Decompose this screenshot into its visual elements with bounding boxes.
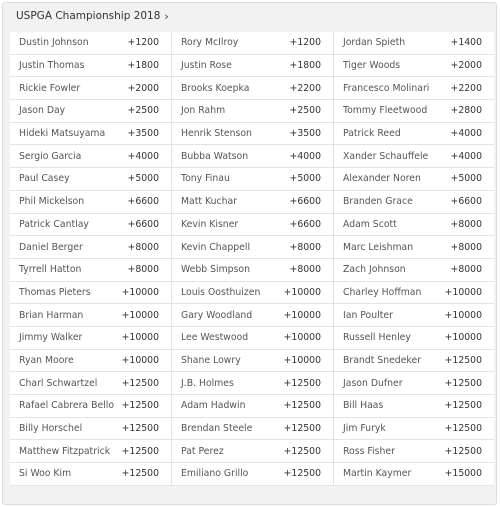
odds-value: +6600 xyxy=(127,196,159,208)
odds-value: +8000 xyxy=(289,241,321,253)
odds-value: +12500 xyxy=(121,377,159,389)
player-name: Emiliano Grillo xyxy=(181,468,249,480)
odds-value: +10000 xyxy=(121,354,159,366)
selection-cell[interactable] xyxy=(334,77,494,100)
market-title: USPGA Championship 2018 xyxy=(16,10,161,22)
player-name: Bill Haas xyxy=(343,400,384,412)
odds-value: +10000 xyxy=(121,309,159,321)
player-name: Russell Henley xyxy=(343,332,411,344)
selection-cell[interactable] xyxy=(172,350,334,373)
odds-value: +1800 xyxy=(289,60,321,72)
odds-value: +10000 xyxy=(283,332,321,344)
selection-cell[interactable] xyxy=(10,395,172,418)
player-name: Jon Rahm xyxy=(181,105,226,117)
odds-value: +4000 xyxy=(450,150,482,162)
selection-cell[interactable] xyxy=(172,168,334,191)
player-name: Patrick Reed xyxy=(343,128,401,140)
odds-value: +2200 xyxy=(289,82,321,94)
odds-value: +2000 xyxy=(450,60,482,72)
selection-cell[interactable] xyxy=(10,282,172,305)
selection-cell[interactable] xyxy=(334,327,494,350)
player-name: J.B. Holmes xyxy=(181,377,234,389)
player-name: Dustin Johnson xyxy=(19,37,89,49)
odds-value: +12500 xyxy=(444,423,482,435)
player-name: Sergio Garcia xyxy=(19,150,82,162)
player-name: Jordan Spieth xyxy=(343,37,406,49)
odds-value: +2500 xyxy=(127,105,159,117)
selection-cell[interactable] xyxy=(334,123,494,146)
odds-value: +12500 xyxy=(121,468,159,480)
selection-cell[interactable] xyxy=(10,327,172,350)
player-name: Lee Westwood xyxy=(181,332,249,344)
player-name: Shane Lowry xyxy=(181,354,241,366)
selection-cell[interactable] xyxy=(334,214,494,237)
selection-cell[interactable] xyxy=(10,440,172,463)
player-name: Rafael Cabrera Bello xyxy=(19,400,115,412)
selection-cell[interactable] xyxy=(10,418,172,441)
odds-value: +12500 xyxy=(444,377,482,389)
selection-cell[interactable] xyxy=(10,100,172,123)
player-name: Brian Harman xyxy=(19,309,84,321)
selection-cell[interactable] xyxy=(172,191,334,214)
player-name: Justin Rose xyxy=(181,60,232,72)
odds-value: +10000 xyxy=(444,332,482,344)
odds-value: +12500 xyxy=(283,377,321,389)
selection-cell[interactable] xyxy=(10,372,172,395)
selection-cell[interactable] xyxy=(10,259,172,282)
selection-cell[interactable] xyxy=(10,304,172,327)
player-name: Brendan Steele xyxy=(181,423,253,435)
odds-value: +8000 xyxy=(450,264,482,276)
odds-value: +10000 xyxy=(444,286,482,298)
selection-cell[interactable] xyxy=(172,259,334,282)
odds-value: +12500 xyxy=(283,423,321,435)
selection-cell[interactable] xyxy=(172,282,334,305)
selection-cell[interactable] xyxy=(172,55,334,78)
odds-value: +10000 xyxy=(283,354,321,366)
odds-value: +2000 xyxy=(127,82,159,94)
player-name: Francesco Molinari xyxy=(343,82,430,94)
player-name: Hideki Matsuyama xyxy=(19,128,106,140)
odds-value: +12500 xyxy=(283,468,321,480)
player-name: Ross Fisher xyxy=(343,445,395,457)
player-name: Zach Johnson xyxy=(343,264,406,276)
odds-panel xyxy=(2,2,497,505)
selection-cell[interactable] xyxy=(10,123,172,146)
player-name: Patrick Cantlay xyxy=(19,218,89,230)
odds-value: +1800 xyxy=(127,60,159,72)
player-name: Tyrrell Hatton xyxy=(19,264,82,276)
selection-cell[interactable] xyxy=(334,372,494,395)
player-name: Matthew Fitzpatrick xyxy=(19,445,111,457)
player-name: Tony Finau xyxy=(181,173,230,185)
odds-value: +5000 xyxy=(450,173,482,185)
selection-cell[interactable] xyxy=(334,418,494,441)
odds-value: +6600 xyxy=(289,218,321,230)
odds-value: +10000 xyxy=(283,286,321,298)
odds-value: +3500 xyxy=(127,128,159,140)
player-name: Si Woo Kim xyxy=(19,468,72,480)
player-name: Ian Poulter xyxy=(343,309,393,321)
selection-cell[interactable] xyxy=(10,168,172,191)
odds-value: +2200 xyxy=(450,82,482,94)
player-name: Justin Thomas xyxy=(19,60,85,72)
selection-cell[interactable] xyxy=(10,236,172,259)
odds-value: +12500 xyxy=(121,445,159,457)
player-name: Rory McIlroy xyxy=(181,37,239,49)
odds-value: +2500 xyxy=(289,105,321,117)
player-name: Rickie Fowler xyxy=(19,82,81,94)
odds-value: +8000 xyxy=(450,241,482,253)
selection-cell[interactable] xyxy=(334,350,494,373)
selection-cell[interactable] xyxy=(334,168,494,191)
selection-cell[interactable] xyxy=(334,145,494,168)
selection-cell[interactable] xyxy=(172,236,334,259)
player-name: Jimmy Walker xyxy=(19,332,83,344)
player-name: Thomas Pieters xyxy=(19,286,91,298)
odds-value: +1200 xyxy=(289,37,321,49)
odds-value: +12500 xyxy=(283,400,321,412)
selection-cell[interactable] xyxy=(172,304,334,327)
odds-grid xyxy=(10,32,494,486)
odds-value: +5000 xyxy=(127,173,159,185)
selection-cell[interactable] xyxy=(10,463,172,486)
player-name: Daniel Berger xyxy=(19,241,83,253)
player-name: Tiger Woods xyxy=(343,60,401,72)
player-name: Martin Kaymer xyxy=(343,468,412,480)
player-name: Tommy Fleetwood xyxy=(343,105,428,117)
player-name: Branden Grace xyxy=(343,196,413,208)
player-name: Brooks Koepka xyxy=(181,82,250,94)
selection-cell[interactable] xyxy=(334,282,494,305)
player-name: Charl Schwartzel xyxy=(19,377,98,389)
player-name: Kevin Kisner xyxy=(181,218,239,230)
selection-cell[interactable] xyxy=(10,191,172,214)
selection-cell[interactable] xyxy=(172,372,334,395)
selection-cell[interactable] xyxy=(334,259,494,282)
selection-cell[interactable] xyxy=(172,463,334,486)
selection-cell[interactable] xyxy=(172,418,334,441)
odds-value: +4000 xyxy=(450,128,482,140)
selection-cell[interactable] xyxy=(334,100,494,123)
player-name: Kevin Chappell xyxy=(181,241,251,253)
player-name: Adam Hadwin xyxy=(181,400,246,412)
odds-value: +1200 xyxy=(127,37,159,49)
player-name: Louis Oosthuizen xyxy=(181,286,261,298)
odds-value: +3500 xyxy=(289,128,321,140)
odds-value: +4000 xyxy=(127,150,159,162)
chevron-right-icon: › xyxy=(164,9,169,23)
odds-value: +12500 xyxy=(121,400,159,412)
selection-cell[interactable] xyxy=(334,463,494,486)
selection-cell[interactable] xyxy=(172,395,334,418)
selection-cell[interactable] xyxy=(334,395,494,418)
selection-cell[interactable] xyxy=(10,350,172,373)
player-name: Billy Horschel xyxy=(19,423,83,435)
odds-value: +6600 xyxy=(289,196,321,208)
odds-value: +12500 xyxy=(444,400,482,412)
selection-cell[interactable] xyxy=(10,77,172,100)
selection-cell[interactable] xyxy=(334,236,494,259)
selection-cell[interactable] xyxy=(172,100,334,123)
player-name: Xander Schauffele xyxy=(343,150,429,162)
player-name: Brandt Snedeker xyxy=(343,354,422,366)
selection-cell[interactable] xyxy=(334,32,494,55)
player-name: Jason Day xyxy=(19,105,66,117)
selection-cell[interactable] xyxy=(10,145,172,168)
odds-value: +8000 xyxy=(289,264,321,276)
odds-value: +8000 xyxy=(450,218,482,230)
selection-cell[interactable] xyxy=(172,77,334,100)
odds-value: +10000 xyxy=(444,309,482,321)
selection-cell[interactable] xyxy=(334,304,494,327)
selection-cell[interactable] xyxy=(172,440,334,463)
selection-cell[interactable] xyxy=(172,214,334,237)
player-name: Jim Furyk xyxy=(343,423,386,435)
player-name: Charley Hoffman xyxy=(343,286,422,298)
player-name: Jason Dufner xyxy=(343,377,403,389)
selection-cell[interactable] xyxy=(334,440,494,463)
selection-cell[interactable] xyxy=(10,214,172,237)
player-name: Ryan Moore xyxy=(19,354,74,366)
player-name: Matt Kuchar xyxy=(181,196,238,208)
selection-cell[interactable] xyxy=(172,32,334,55)
odds-value: +12500 xyxy=(283,445,321,457)
odds-value: +5000 xyxy=(289,173,321,185)
odds-value: +10000 xyxy=(121,332,159,344)
selection-cell[interactable] xyxy=(172,123,334,146)
odds-value: +10000 xyxy=(121,286,159,298)
player-name: Marc Leishman xyxy=(343,241,414,253)
odds-value: +4000 xyxy=(289,150,321,162)
selection-cell[interactable] xyxy=(334,191,494,214)
player-name: Phil Mickelson xyxy=(19,196,85,208)
player-name: Bubba Watson xyxy=(181,150,249,162)
player-name: Pat Perez xyxy=(181,445,224,457)
odds-value: +8000 xyxy=(127,241,159,253)
selection-cell[interactable] xyxy=(10,55,172,78)
odds-value: +12500 xyxy=(121,423,159,435)
player-name: Adam Scott xyxy=(343,218,397,230)
odds-value: +15000 xyxy=(444,468,482,480)
odds-value: +1400 xyxy=(450,37,482,49)
odds-value: +8000 xyxy=(127,264,159,276)
odds-value: +12500 xyxy=(444,445,482,457)
player-name: Paul Casey xyxy=(19,173,70,185)
odds-value: +6600 xyxy=(127,218,159,230)
player-name: Alexander Noren xyxy=(343,173,421,185)
odds-value: +2800 xyxy=(450,105,482,117)
selection-cell[interactable] xyxy=(172,145,334,168)
selection-cell[interactable] xyxy=(334,55,494,78)
selection-cell[interactable] xyxy=(172,327,334,350)
odds-value: +12500 xyxy=(444,354,482,366)
selection-cell[interactable] xyxy=(10,32,172,55)
player-name: Henrik Stenson xyxy=(181,128,252,140)
player-name: Gary Woodland xyxy=(181,309,253,321)
market-header[interactable] xyxy=(3,3,496,29)
odds-value: +6600 xyxy=(450,196,482,208)
player-name: Webb Simpson xyxy=(181,264,250,276)
odds-value: +10000 xyxy=(283,309,321,321)
